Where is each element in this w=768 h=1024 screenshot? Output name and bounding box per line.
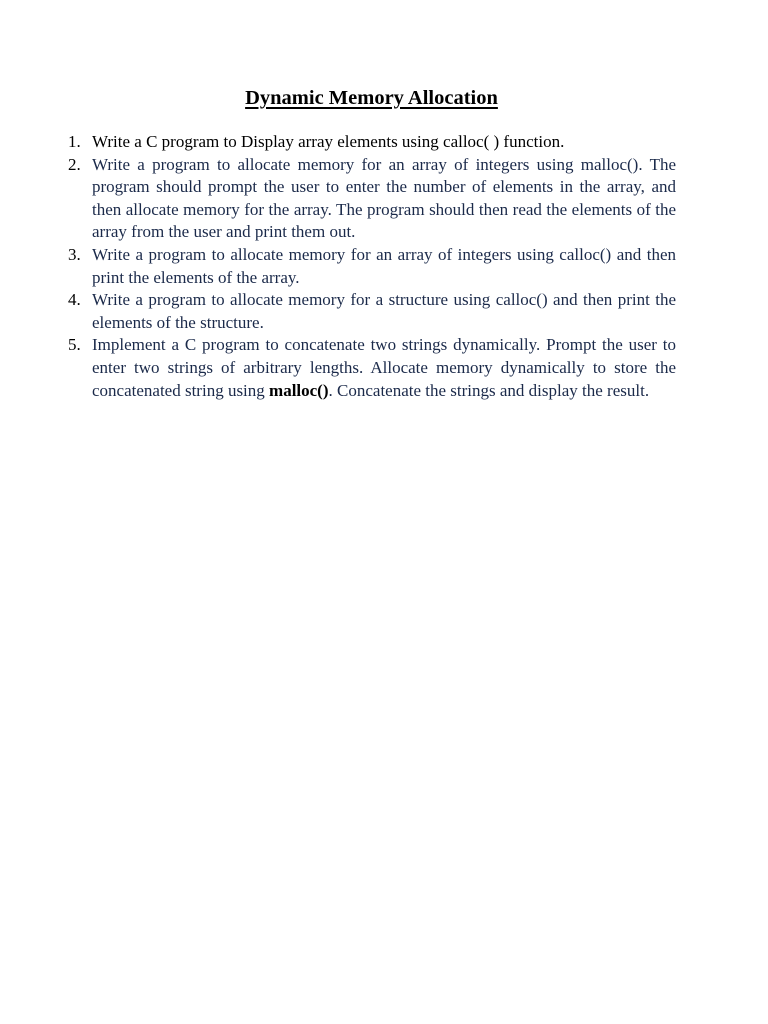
list-item-number: 2.: [68, 154, 81, 174]
list-item-text-part: Implement a C program to concatenate two strings dynamically. Prompt the user to enter two strings of arbitrary lengths. Allocate memory dynamically to store the concatenated string using: [92, 335, 676, 400]
list-item-number: 3.: [68, 244, 81, 264]
list-item: [68, 289, 676, 334]
function-name-bold: malloc(): [269, 380, 329, 400]
list-item: [68, 334, 676, 402]
list-item-text-part: . Concatenate the strings and display the result.: [328, 380, 650, 400]
list-item: [68, 154, 676, 244]
list-item: [68, 244, 676, 289]
list-item-number: 5.: [68, 335, 81, 355]
list-item-text: Write a program to allocate memory for an array of integers using calloc() and then print the elements of the array.: [92, 244, 676, 287]
list-item-number: 1.: [68, 132, 81, 151]
list-item-text: Write a program to allocate memory for a structure using calloc() and then print the elements of the structure.: [92, 290, 676, 332]
page-title: Dynamic Memory Allocation: [245, 87, 498, 109]
list-item-text: [92, 335, 676, 399]
task-list: [68, 131, 676, 402]
list-item: [68, 131, 676, 154]
list-item-text: Write a C program to Display array elements using calloc( ) function.: [92, 132, 565, 151]
list-item-text: Write a program to allocate memory for an array of integers using malloc(). The program should prompt the user to enter the number of elements in the array, and then allocate memory for the array. The program should then read the elements of the array from the user and print them out.: [92, 154, 676, 242]
list-item-number: 4.: [68, 290, 81, 310]
